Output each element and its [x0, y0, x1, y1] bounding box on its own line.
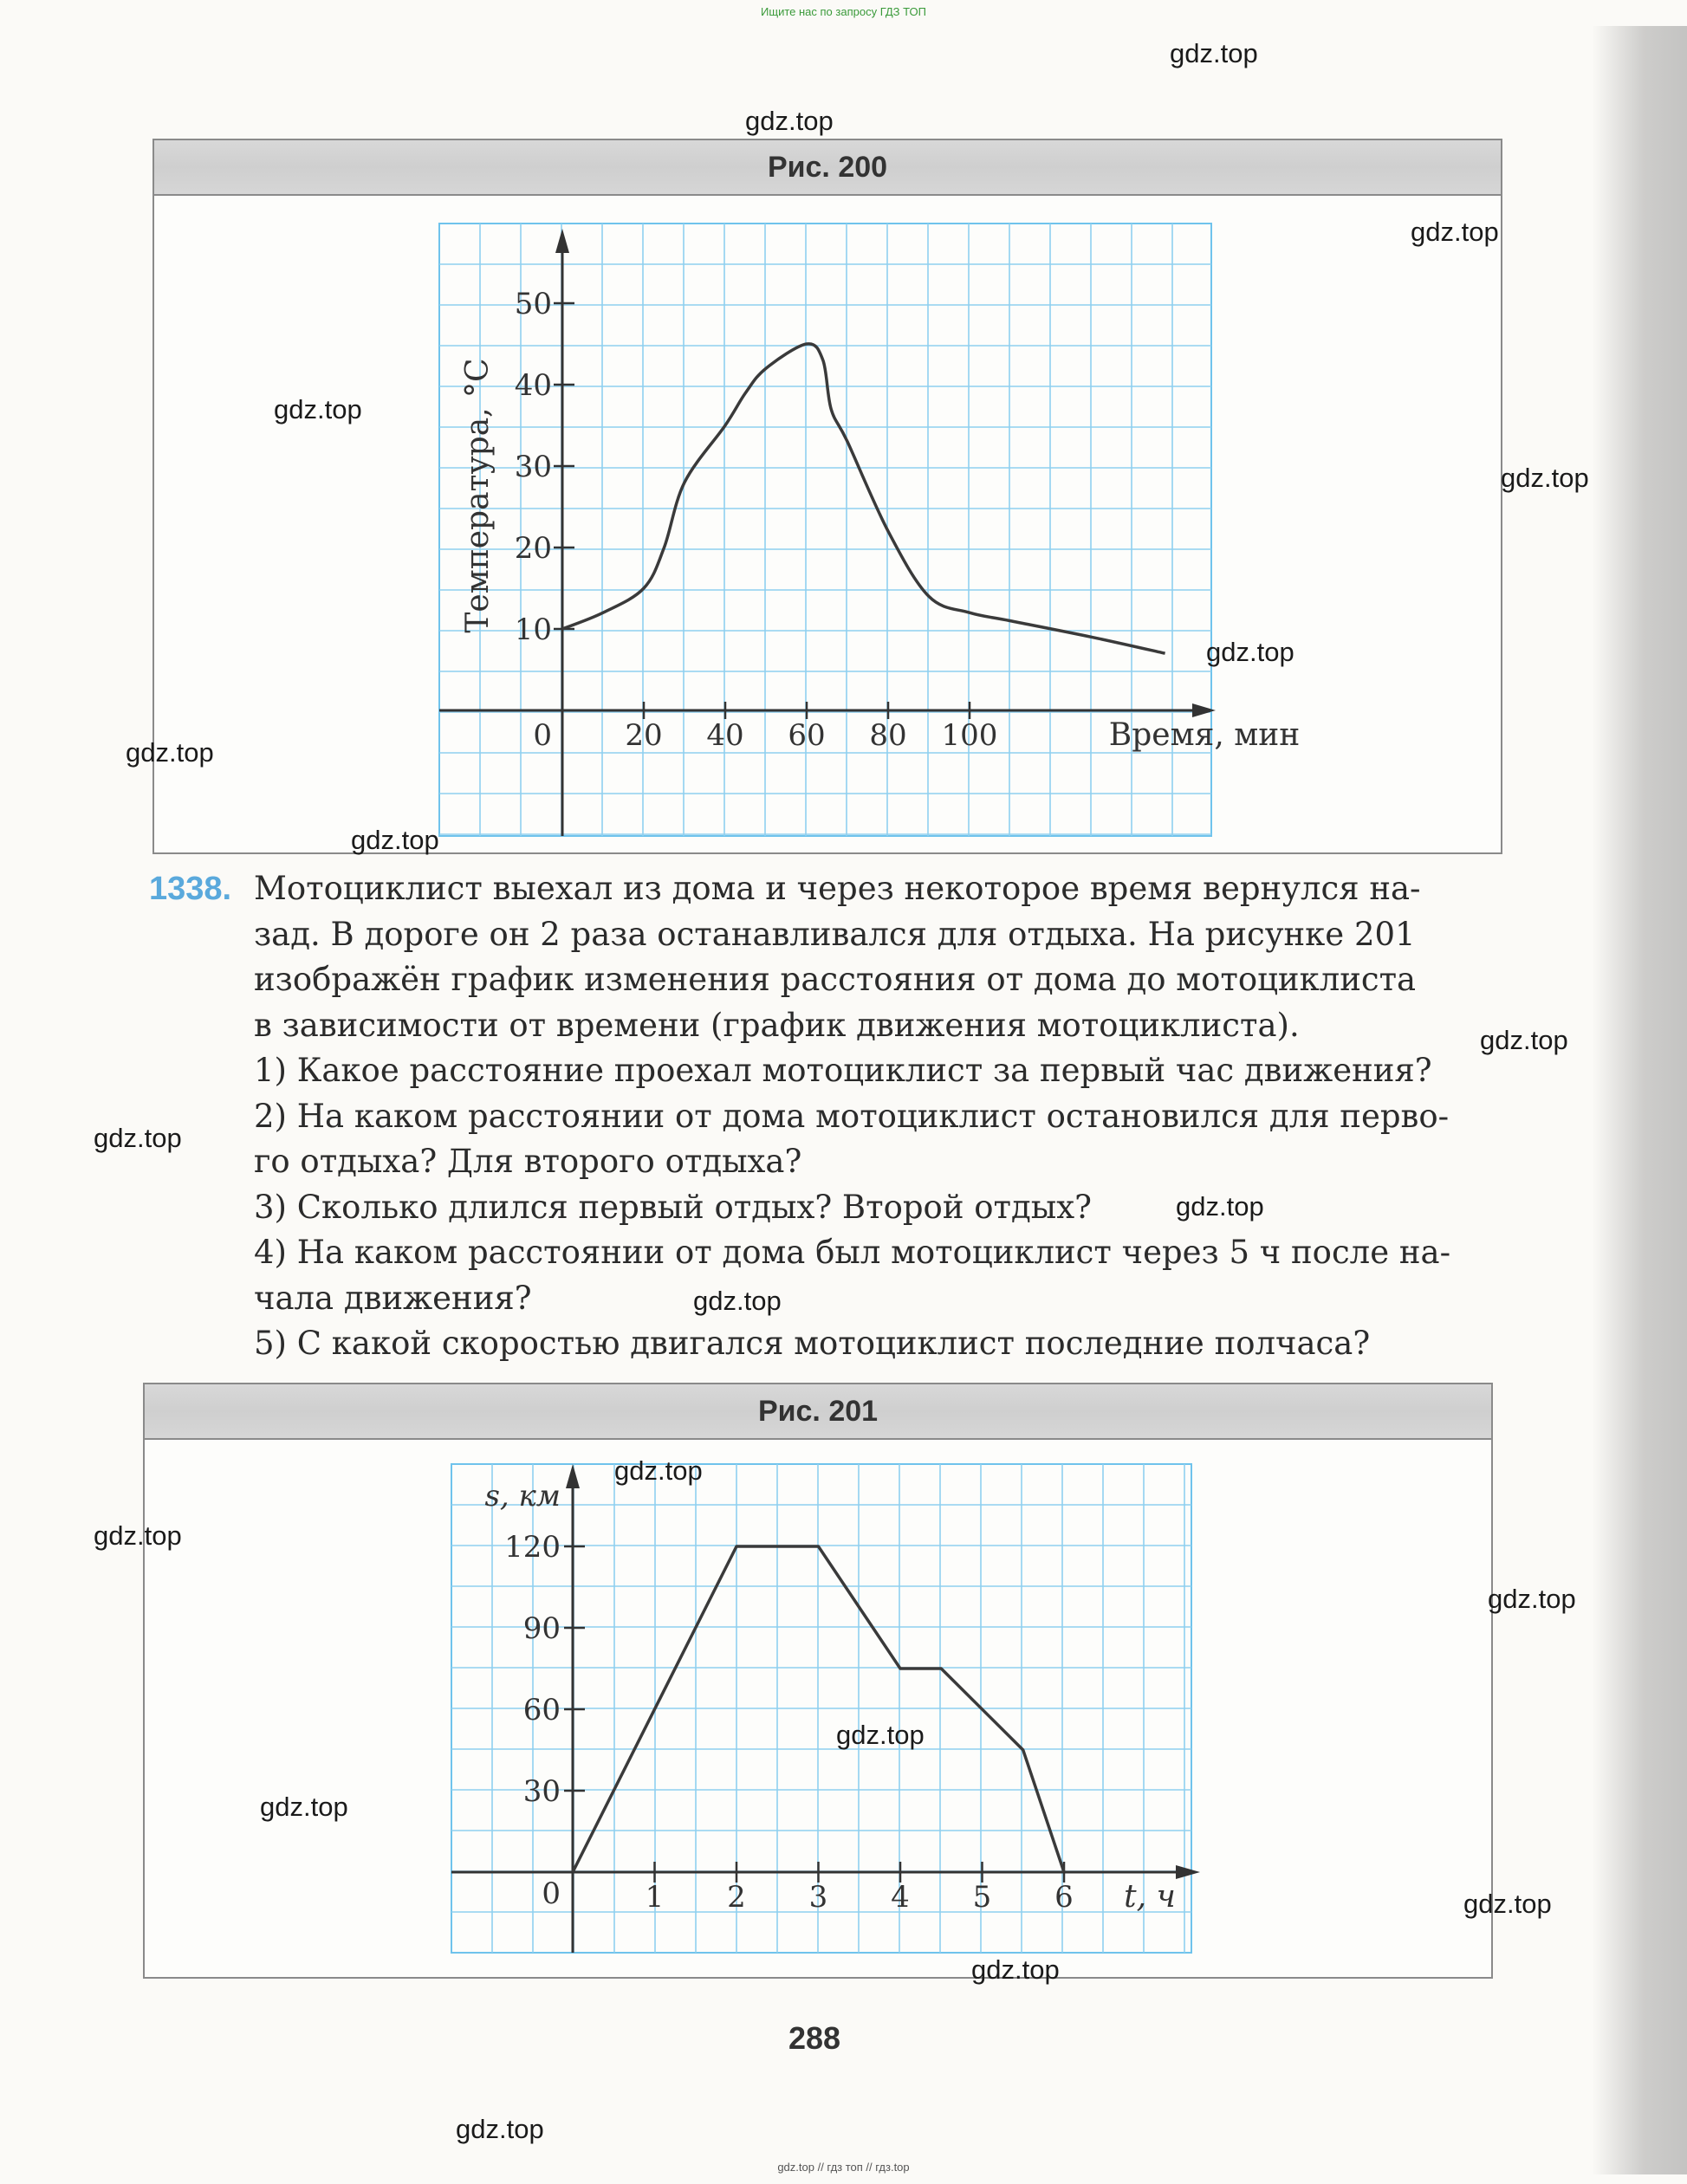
- x-tick-label: 5: [972, 1880, 992, 1915]
- y-tick-label: 50: [514, 287, 552, 321]
- watermark: gdz.top: [1488, 1584, 1576, 1614]
- y-tick-label: 90: [522, 1611, 561, 1646]
- problem-text-line: в зависимости от времени (график движения мотоциклиста).: [254, 1007, 1300, 1044]
- watermark: gdz.top: [351, 825, 439, 855]
- y-tick-label: 30: [522, 1774, 561, 1809]
- x-tick-label: 3: [808, 1880, 828, 1915]
- x-tick-label: 4: [891, 1880, 910, 1915]
- x-tick-label: 80: [869, 718, 907, 753]
- x-tick-label: 1: [645, 1880, 665, 1915]
- y-tick-label: 120: [504, 1530, 561, 1565]
- question-3: 3) Сколько длился первый отдых? Второй отдых?: [254, 1189, 1092, 1226]
- origin-label: 0: [542, 1876, 561, 1911]
- watermark: gdz.top: [614, 1455, 703, 1486]
- watermark: gdz.top: [1463, 1889, 1552, 1919]
- watermark: gdz.top: [1411, 217, 1499, 247]
- figure-201: [143, 1383, 1493, 1979]
- page-edge-shadow: [1592, 26, 1687, 2174]
- y-axis-label: s, км: [484, 1479, 561, 1513]
- x-tick-label: 60: [788, 718, 826, 753]
- temperature-curve: [562, 344, 1165, 653]
- watermark: gdz.top: [1501, 463, 1589, 493]
- y-axis-label: Температура, °C: [460, 358, 496, 633]
- x-tick-label: 20: [625, 718, 663, 753]
- y-tick-label: 60: [522, 1693, 561, 1727]
- question-2: 2) На каком расстоянии от дома мотоциклист остановился для перво-: [254, 1098, 1450, 1135]
- x-axis-label: Время, мин: [1108, 717, 1301, 753]
- x-tick-label: 6: [1054, 1880, 1074, 1915]
- x-axis-arrow: [1176, 1865, 1200, 1879]
- watermark: gdz.top: [94, 1123, 182, 1153]
- problem-text-line: Мотоциклист выехал из дома и через некоторое время вернулся на-: [254, 870, 1421, 907]
- question-1: 1) Какое расстояние проехал мотоциклист за первый час движения?: [254, 1052, 1432, 1089]
- page-number: 288: [788, 2020, 841, 2056]
- figure-200-chart: [154, 140, 1501, 852]
- y-axis-arrow: [555, 229, 569, 253]
- watermark: gdz.top: [456, 2114, 544, 2144]
- watermark: gdz.top: [274, 394, 362, 424]
- watermark: gdz.top: [971, 1954, 1060, 1985]
- y-axis-arrow: [566, 1464, 580, 1488]
- x-tick-label: 2: [727, 1880, 746, 1915]
- watermark: gdz.top: [836, 1720, 925, 1750]
- figure-201-chart: [145, 1384, 1491, 1977]
- question-4: 4) На каком расстоянии от дома был мотоциклист через 5 ч после на-: [254, 1234, 1451, 1271]
- watermark: gdz.top: [1206, 637, 1294, 667]
- problem-text-line: изображён график изменения расстояния от дома до мотоциклиста: [254, 961, 1417, 998]
- watermark: gdz.top: [1176, 1191, 1264, 1222]
- watermark: gdz.top: [1170, 38, 1258, 68]
- watermark: gdz.top: [693, 1286, 782, 1316]
- x-tick-label: 100: [941, 718, 998, 753]
- figure-201-caption: Рис. 201: [145, 1384, 1491, 1440]
- watermark: gdz.top: [260, 1792, 348, 1822]
- watermark: gdz.top: [126, 737, 214, 768]
- question-4-cont: чала движения?: [254, 1280, 532, 1317]
- watermark: gdz.top: [94, 1520, 182, 1551]
- y-tick-label: 30: [514, 450, 552, 484]
- figure-200: [152, 139, 1502, 854]
- figure-200-caption: Рис. 200: [154, 140, 1501, 196]
- problem-number: 1338.: [149, 871, 232, 907]
- watermark: gdz.top: [1480, 1025, 1568, 1055]
- origin-label: 0: [533, 718, 552, 753]
- y-tick-label: 20: [514, 531, 552, 566]
- y-tick-label: 10: [514, 612, 552, 647]
- watermark: gdz.top: [745, 106, 834, 136]
- question-5: 5) С какой скоростью двигался мотоциклист последние полчаса?: [254, 1325, 1371, 1362]
- x-tick-label: 40: [706, 718, 744, 753]
- question-2-cont: го отдыха? Для второго отдыха?: [254, 1143, 802, 1180]
- top-banner: Ищите нас по запросу ГДЗ ТОП: [761, 5, 926, 18]
- problem-text-line: зад. В дороге он 2 раза останавливался для отдыха. На рисунке 201: [254, 916, 1416, 953]
- bottom-banner: gdz.top // гдз топ // гдз.top: [777, 2161, 910, 2174]
- y-tick-label: 40: [514, 368, 552, 403]
- x-axis-label: t, ч: [1124, 1879, 1176, 1915]
